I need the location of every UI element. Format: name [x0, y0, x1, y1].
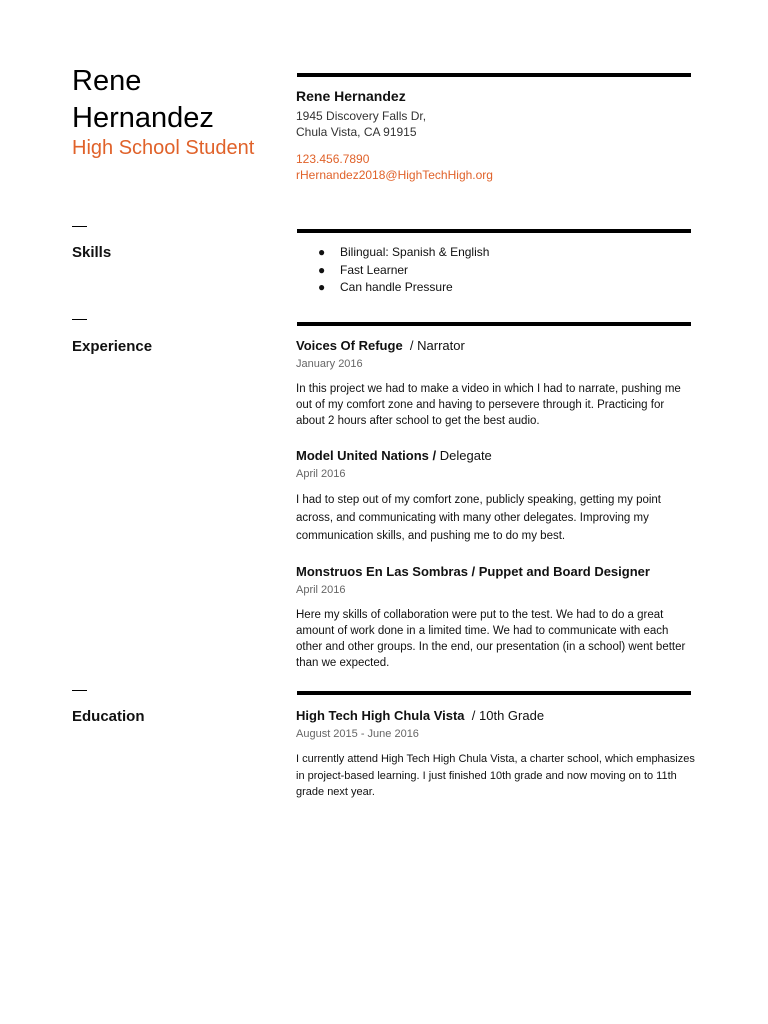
address-line-2: Chula Vista, CA 91915 — [296, 125, 417, 139]
job-description: I had to step out of my comfort zone, publicly speaking, getting my point across, and communicating with many other delegates. Improving my communication skills, and pushing me to do my best. — [296, 494, 662, 542]
bullet-icon: ● — [318, 262, 326, 277]
experience-title: Experience — [72, 338, 153, 355]
section-dash — [72, 226, 87, 227]
last-name: Hernandez — [72, 102, 214, 134]
phone: 123.456.7890 — [296, 152, 370, 166]
list-item: ● Can handle Pressure — [296, 279, 489, 297]
experience-item — [296, 563, 696, 671]
education-date: August 2015 - June 2016 — [296, 728, 419, 740]
job-role: Narrator — [417, 338, 465, 353]
job-description: Here my skills of collaboration were put to the test. We had to do a great amount of work done in a limited time. We had to communicate with each other and other groups. In the end, our presentation (in a school) went better than we expected. — [296, 609, 686, 669]
section-dash — [72, 319, 87, 320]
list-item: ● Fast Learner — [296, 262, 489, 280]
education-title: Education — [72, 708, 145, 725]
school-name: High Tech High Chula Vista — [296, 708, 465, 723]
first-name: Rene — [72, 65, 142, 97]
section-rule — [297, 691, 691, 695]
section-rule — [297, 229, 691, 233]
education-heading: High Tech High Chula Vista / 10th Grade — [296, 708, 545, 723]
job-date: April 2016 — [296, 468, 346, 480]
job-org: Voices Of Refuge — [296, 338, 403, 353]
contact-name: Rene Hernandez — [296, 88, 406, 104]
education-description: I currently attend High Tech High Chula Vista, a charter school, which emphasizes in project-based learning. I just finished 10th grade and now moving on to 11th grade next year. — [296, 753, 695, 798]
section-dash — [72, 690, 87, 691]
email[interactable]: rHernandez2018@HighTechHigh.org — [296, 168, 493, 182]
job-date: April 2016 — [296, 584, 346, 596]
job-heading: Voices Of Refuge / Narrator — [296, 338, 465, 353]
job-role: Delegate — [439, 448, 492, 463]
bullet-icon: ● — [318, 245, 326, 259]
list-item: ● Bilingual: Spanish & English — [296, 244, 489, 262]
bullet-icon: ● — [318, 280, 326, 294]
job-description: In this project we had to make a video in which I had to narrate, pushing me out of my comfort zone and having to persevere through it. Practicing for about 2 hours after school to get the best audio. — [296, 383, 681, 427]
job-org: Monstruos En Las Sombras / Puppet and Board Designer — [296, 564, 650, 579]
grade: 10th Grade — [479, 708, 545, 723]
section-rule — [297, 73, 691, 77]
job-date: January 2016 — [296, 358, 363, 370]
section-rule — [297, 322, 691, 326]
job-heading — [296, 447, 696, 465]
experience-item — [296, 337, 696, 429]
job-org: Model United Nations / — [296, 448, 437, 463]
education-item — [296, 707, 696, 801]
address-line-1: 1945 Discovery Falls Dr, — [296, 109, 427, 123]
skills-title: Skills — [72, 244, 112, 261]
job-heading — [296, 563, 696, 581]
headline: High School Student — [72, 137, 255, 159]
experience-item — [296, 447, 696, 545]
skills-list — [296, 244, 489, 297]
